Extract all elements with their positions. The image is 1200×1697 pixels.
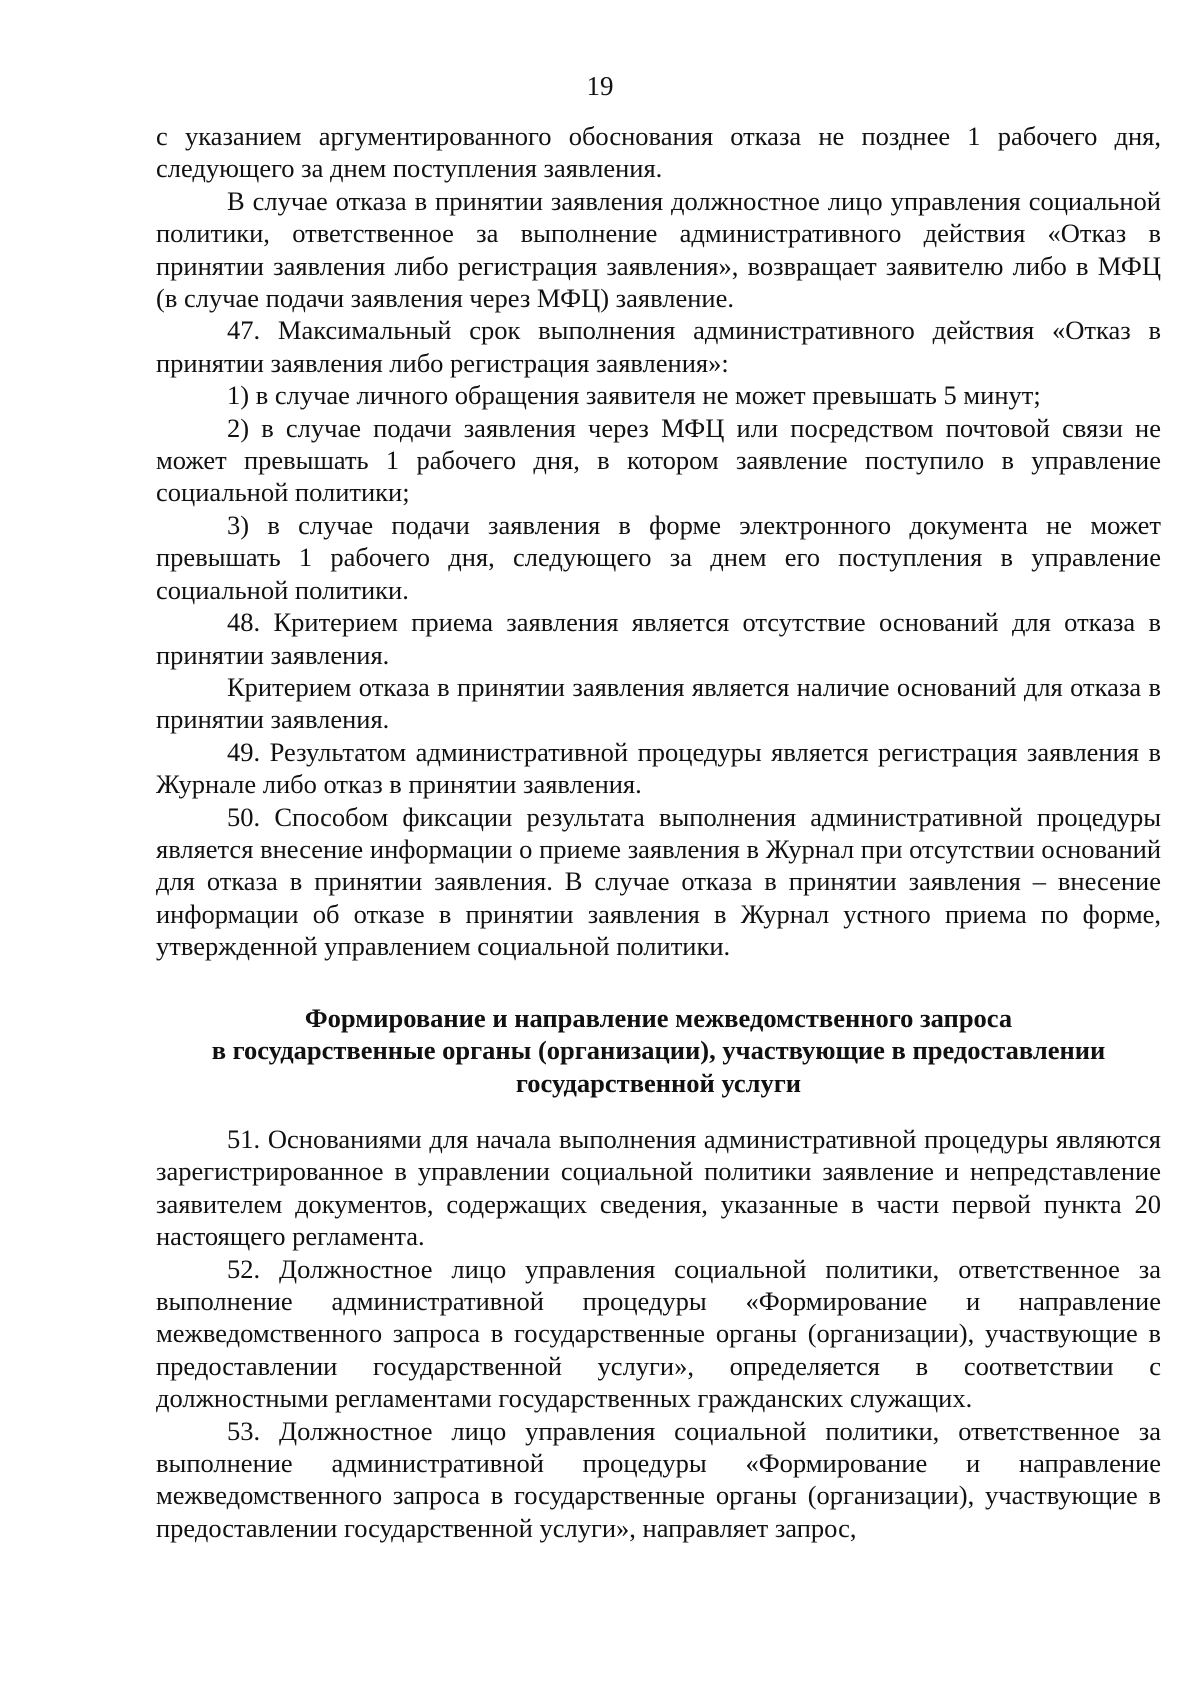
paragraph-49: 49. Результатом административной процедуры является регистрация заявления в Журнале либо отказ в принятии заявления. <box>156 736 1161 800</box>
paragraph-48: 48. Критерием приема заявления является отсутствие оснований для отказа в принятии заявления. <box>156 607 1161 670</box>
paragraph-47-item-2: 2) в случае подачи заявления через МФЦ или посредством почтовой связи не может превышать 1 рабочего дня, в котором заявление поступило в управление социальной политики; <box>156 412 1161 508</box>
paragraph-52: 52. Должностное лицо управления социальной политики, ответственное за выполнение административной процедуры «Формирование и направление межведомственного запроса в государственные органы (организации), участвующие в предоставлении государственной услуги», определяется в соответствии с должностными регламентами государственных гражданских служащих. <box>156 1253 1161 1414</box>
heading-line-1: Формирование и направление межведомственного запроса <box>304 1003 1013 1033</box>
paragraph-50: 50. Способом фиксации результата выполнения административной процедуры является внесение информации о приеме заявления в Журнал при отсутствии оснований для отказа в принятии заявления. В случае отказа в принятии заявления – внесение информации об отказе в принятии заявления в Журнал устного приема по форме, утвержденной управлением социальной политики. <box>156 801 1161 962</box>
paragraph-continuation: с указанием аргументированного обоснования отказа не позднее 1 рабочего дня, следующего за днем поступления заявления. <box>156 121 1161 184</box>
paragraph-refusal-return: В случае отказа в принятии заявления должностное лицо управления социальной политики, ответственное за выполнение административного действия «Отказ в принятии заявления либо регистрация заявления», возвращает заявителю либо в МФЦ (в случае подачи заявления через МФЦ) заявление. <box>156 185 1161 314</box>
paragraph-47: 47. Максимальный срок выполнения административного действия «Отказ в принятии заявления либо регистрация заявления»: <box>156 315 1161 378</box>
section-heading <box>156 1002 1161 1099</box>
paragraph-53: 53. Должностное лицо управления социальной политики, ответственное за выполнение административной процедуры «Формирование и направление межведомственного запроса в государственные органы (организации), участвующие в предоставлении государственной услуги», направляет запрос, <box>156 1415 1161 1543</box>
section-2-body <box>156 1123 1161 1544</box>
paragraph-51: 51. Основаниями для начала выполнения административной процедуры являются зарегистрированное в управлении социальной политики заявление и непредставление заявителем документов, содержащих сведения, указанные в части первой пункта 20 настоящего регламента. <box>156 1124 1161 1252</box>
paragraph-47-item-3: 3) в случае подачи заявления в форме электронного документа не может превышать 1 рабочего дня, следующего за днем его поступления в управление социальной политики. <box>156 509 1161 605</box>
heading-line-3: государственной услуги <box>515 1067 802 1098</box>
heading-line-2: в государственные органы (организации), участвующие в предоставлении <box>211 1035 1106 1066</box>
paragraph-47-item-1: 1) в случае личного обращения заявителя не может превышать 5 минут; <box>227 380 1041 411</box>
section-1-body <box>156 120 1161 963</box>
page-number: 19 <box>586 71 614 101</box>
paragraph-48-refusal-criterion: Критерием отказа в принятии заявления является наличие оснований для отказа в принятии заявления. <box>156 671 1161 735</box>
